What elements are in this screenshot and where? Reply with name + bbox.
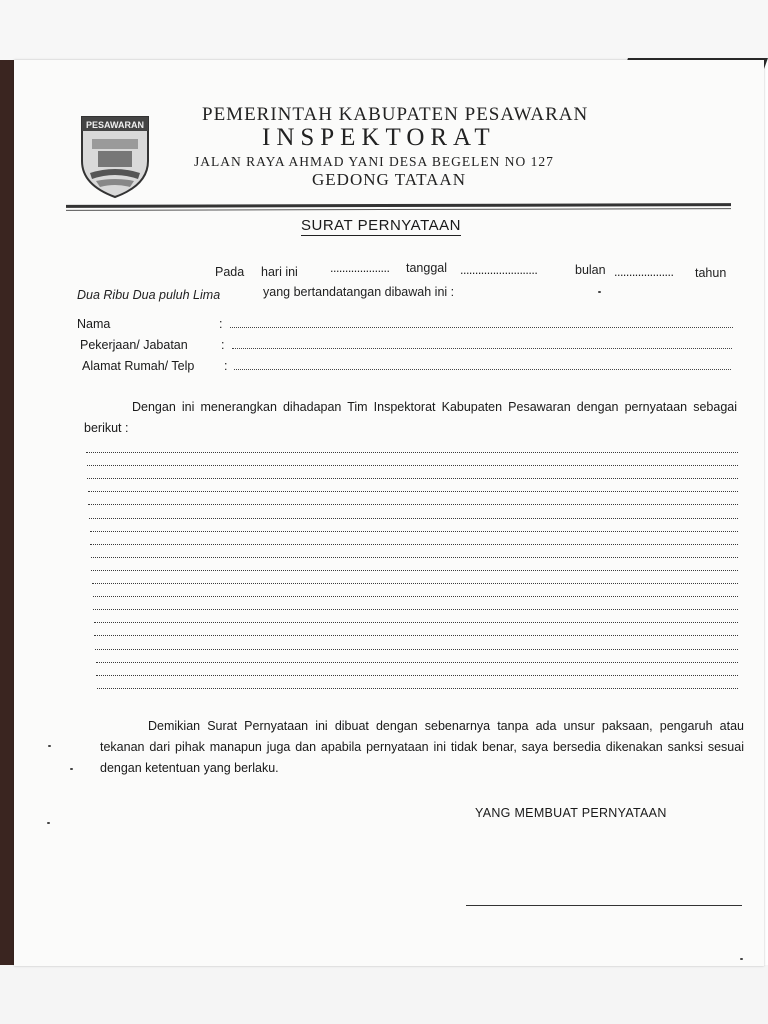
intro-paragraph: Dengan ini menerangkan dihadapan Tim Inspektorat Kabupaten Pesawaran dengan pernyataan sebagai berikut :: [84, 400, 737, 435]
date-dots-month: ....................: [614, 265, 674, 279]
government-name: PEMERINTAH KABUPATEN PESAWARAN: [202, 104, 589, 125]
paper-speck: [48, 745, 51, 747]
paper-speck: [70, 768, 73, 770]
statement-dotted-line: [88, 503, 738, 505]
signed-below-text: yang bertandatangan dibawah ini :: [263, 285, 455, 299]
field-line-name: [230, 326, 733, 328]
statement-dotted-line: [92, 582, 738, 584]
field-label-name: Nama: [77, 317, 111, 331]
field-label-occupation: Pekerjaan/ Jabatan: [80, 338, 188, 352]
photo-background-bottom: [0, 965, 768, 1024]
statement-dotted-line: [90, 543, 738, 545]
date-dots-day: ....................: [330, 261, 390, 275]
field-label-address: Alamat Rumah/ Telp: [82, 359, 195, 373]
statement-dotted-line: [96, 674, 738, 676]
statement-dotted-line: [94, 634, 738, 636]
statement-dotted-line: [88, 490, 738, 492]
date-bulan: bulan: [575, 263, 606, 277]
photo-background-top: [0, 0, 768, 60]
date-pada: Pada: [215, 265, 245, 279]
statement-dotted-line: [93, 608, 738, 610]
field-colon-address: :: [224, 359, 228, 373]
paper-speck: [740, 958, 743, 960]
statement-dotted-line: [90, 530, 738, 532]
regency-crest-logo: [78, 113, 152, 199]
signature-line: [466, 905, 742, 906]
statement-dotted-line: [91, 556, 738, 558]
field-line-occupation: [232, 347, 732, 349]
statement-dotted-line: [91, 569, 738, 571]
office-address: JALAN RAYA AHMAD YANI DESA BEGELEN NO 127: [194, 154, 554, 169]
statement-dotted-line: [86, 451, 738, 453]
signature-label: YANG MEMBUAT PERNYATAAN: [475, 806, 667, 820]
date-dots-date: ..........................: [460, 263, 538, 277]
paper-speck: [47, 822, 50, 824]
office-city: GEDONG TATAAN: [312, 170, 466, 189]
department-name: INSPEKTORAT: [262, 124, 496, 151]
statement-dotted-line: [87, 464, 738, 466]
statement-dotted-line: [97, 687, 738, 689]
date-tahun: tahun: [695, 266, 727, 280]
crest-shield-icon: [78, 113, 152, 199]
paper-speck: [598, 291, 601, 293]
statement-dotted-line: [87, 477, 738, 479]
closing-paragraph: Demikian Surat Pernyataan ini dibuat dengan sebenarnya tanpa ada unsur paksaan, pengaruh atau tekanan dari pihak manapun juga dan apabila pernyataan ini tidak benar, saya bersedia dikenakan sanksi sesuai dengan ketentuan yang berlaku.: [100, 719, 744, 775]
date-tanggal: tanggal: [406, 261, 448, 275]
svg-text:PESAWARAN: PESAWARAN: [85, 120, 145, 130]
statement-dotted-line: [93, 595, 738, 597]
field-line-address: [234, 368, 731, 370]
date-hari-ini: hari ini: [261, 265, 298, 279]
field-colon-occupation: :: [221, 338, 225, 352]
year-text: Dua Ribu Dua puluh Lima: [77, 288, 221, 302]
field-colon-name: :: [219, 317, 223, 331]
statement-dotted-line: [89, 517, 738, 519]
document-title: SURAT PERNYATAAN: [301, 217, 461, 234]
statement-dotted-line: [94, 621, 738, 623]
statement-dotted-line: [96, 661, 738, 663]
statement-dotted-line: [95, 648, 738, 650]
